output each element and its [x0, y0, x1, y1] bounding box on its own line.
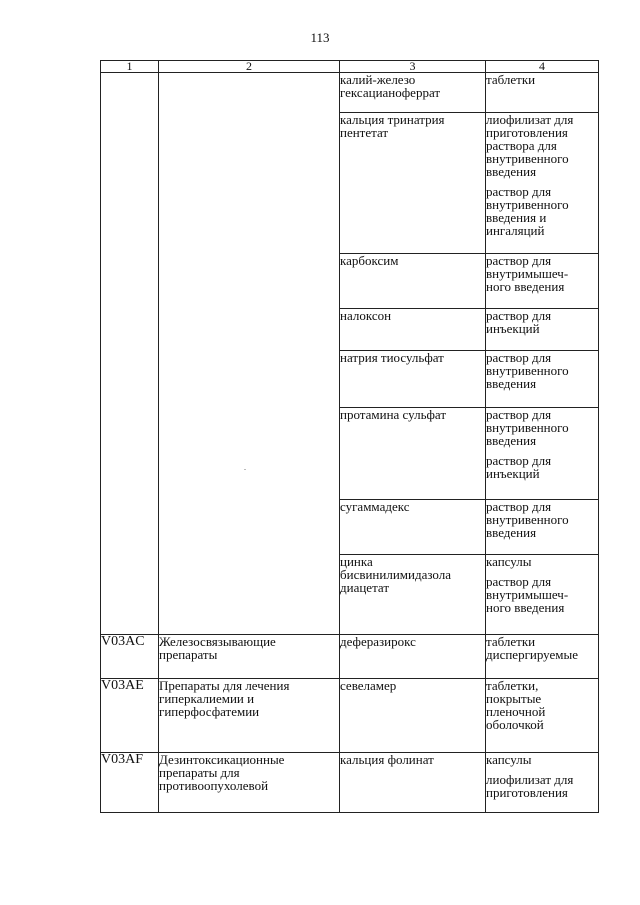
- drug-name-cell: [340, 73, 486, 113]
- dosage-form: [486, 454, 598, 480]
- dosage-form-line: лиофилизат для: [486, 772, 574, 787]
- dosage-form-line: введения и: [486, 210, 547, 225]
- drug-name-line: протамина сульфат: [340, 407, 447, 422]
- dosage-form-line: таблетки,: [486, 678, 539, 693]
- dosage-form-line: внутримышеч-: [486, 587, 569, 602]
- dosage-form-line: раствор для: [486, 499, 552, 514]
- dosage-form-line: ного введения: [486, 279, 565, 294]
- dosage-form-cell: [486, 753, 599, 813]
- atc-code-cell: V03AE: [101, 679, 159, 753]
- dosage-form-line: инъекций: [486, 466, 540, 481]
- group-name-cell: [159, 73, 340, 635]
- drug-name-line: кальция фолинат: [340, 752, 434, 767]
- dosage-form-line: раствора для: [486, 138, 557, 153]
- dosage-form-line: внутривенного: [486, 197, 569, 212]
- table-row: [101, 635, 599, 679]
- drug-name-line: пентетат: [340, 125, 389, 140]
- dosage-form-line: пленочной: [486, 704, 546, 719]
- dosage-form: [486, 500, 598, 539]
- dosage-form-line: ного введения: [486, 600, 565, 615]
- drug-name-line: цинка: [340, 554, 373, 569]
- dosage-form-line: капсулы: [486, 752, 532, 767]
- dosage-form-line: введения: [486, 433, 537, 448]
- dosage-form-cell: [486, 309, 599, 351]
- dosage-form-line: приготовления: [486, 785, 568, 800]
- column-number-3: 3: [340, 61, 486, 73]
- dosage-form-cell: [486, 254, 599, 309]
- dosage-form-line: диспергируемые: [486, 647, 579, 662]
- drug-name-cell: [340, 351, 486, 408]
- group-name-cell: [159, 635, 340, 679]
- page-number: 113: [310, 30, 330, 45]
- dosage-form-line: раствор для: [486, 574, 552, 589]
- group-name-line: Дезинтоксикационные: [159, 752, 285, 767]
- group-name-line: гиперфосфатемии: [159, 704, 260, 719]
- atc-code-cell: V03AC: [101, 635, 159, 679]
- dosage-form: [486, 408, 598, 447]
- group-name-line: препараты для: [159, 765, 240, 780]
- drug-name-line: натрия тиосульфат: [340, 350, 444, 365]
- dosage-form: [486, 309, 598, 335]
- dosage-form-line: внутривенного: [486, 512, 569, 527]
- dosage-form-cell: [486, 635, 599, 679]
- table-row: [101, 753, 599, 813]
- dosage-form-line: инъекций: [486, 321, 540, 336]
- dosage-form-line: внутривенного: [486, 363, 569, 378]
- table-header-row: [101, 61, 599, 73]
- atc-code-cell: [101, 73, 159, 635]
- dosage-form-cell: [486, 408, 599, 500]
- scan-speck: [244, 469, 246, 470]
- drug-name-cell: [340, 408, 486, 500]
- drug-name-cell: [340, 555, 486, 635]
- dosage-form-line: введения: [486, 164, 537, 179]
- dosage-form: [486, 73, 598, 86]
- column-number-2: 2: [159, 61, 340, 73]
- drug-name-line: деферазирокс: [340, 634, 416, 649]
- dosage-form-line: таблетки: [486, 634, 536, 649]
- dosage-form: [486, 351, 598, 390]
- drug-name-cell: [340, 113, 486, 254]
- dosage-form-line: внутримышеч-: [486, 266, 569, 281]
- drug-name-line: кальция тринатрия: [340, 112, 445, 127]
- dosage-form: [486, 635, 598, 661]
- dosage-form-cell: [486, 679, 599, 753]
- dosage-form: [486, 113, 598, 178]
- drug-name-cell: [340, 635, 486, 679]
- table-row: [101, 679, 599, 753]
- group-name-cell: [159, 753, 340, 813]
- column-number-1: 1: [101, 61, 159, 73]
- dosage-form-line: раствор для: [486, 453, 552, 468]
- dosage-form-line: раствор для: [486, 253, 552, 268]
- dosage-form-line: внутривенного: [486, 420, 569, 435]
- dosage-form: [486, 185, 598, 237]
- group-name-line: противоопухолевой: [159, 778, 269, 793]
- dosage-form-line: лиофилизат для: [486, 112, 574, 127]
- dosage-form-cell: [486, 73, 599, 113]
- dosage-form-cell: [486, 351, 599, 408]
- drug-name-line: сугаммадекс: [340, 499, 410, 514]
- drug-name-cell: [340, 309, 486, 351]
- dosage-form-line: раствор для: [486, 350, 552, 365]
- dosage-form-line: введения: [486, 376, 537, 391]
- group-name-cell: [159, 679, 340, 753]
- dosage-form-line: покрытые: [486, 691, 542, 706]
- drug-name-line: бисвинилимидазола: [340, 567, 452, 582]
- dosage-form-line: раствор для: [486, 407, 552, 422]
- dosage-form: [486, 679, 598, 731]
- drug-name-line: калий-железо: [340, 72, 416, 87]
- drug-name-cell: [340, 753, 486, 813]
- drug-name-line: карбоксим: [340, 253, 399, 268]
- drug-name-line: севеламер: [340, 678, 397, 693]
- group-name-line: гиперкалиемии и: [159, 691, 255, 706]
- group-name-line: Препараты для лечения: [159, 678, 290, 693]
- column-number-4: 4: [486, 61, 599, 73]
- dosage-form: [486, 555, 598, 568]
- drug-name-cell: [340, 679, 486, 753]
- dosage-form-line: раствор для: [486, 308, 552, 323]
- table-row: [101, 73, 599, 113]
- dosage-form: [486, 753, 598, 766]
- dosage-form-cell: [486, 500, 599, 555]
- atc-code-cell: V03AF: [101, 753, 159, 813]
- dosage-form: [486, 773, 598, 799]
- dosage-form-line: раствор для: [486, 184, 552, 199]
- dosage-form-line: оболочкой: [486, 717, 544, 732]
- dosage-form-line: таблетки: [486, 72, 536, 87]
- drug-name-cell: [340, 254, 486, 309]
- drug-table: [100, 60, 599, 813]
- dosage-form-line: капсулы: [486, 554, 532, 569]
- dosage-form-line: приготовления: [486, 125, 568, 140]
- dosage-form-line: внутривенного: [486, 151, 569, 166]
- dosage-form-line: введения: [486, 525, 537, 540]
- drug-name-line: налоксон: [340, 308, 392, 323]
- dosage-form: [486, 254, 598, 293]
- group-name-line: препараты: [159, 647, 218, 662]
- dosage-form: [486, 575, 598, 614]
- drug-name-line: гексацианоферрат: [340, 85, 441, 100]
- drug-name-cell: [340, 500, 486, 555]
- dosage-form-line: ингаляций: [486, 223, 545, 238]
- dosage-form-cell: [486, 555, 599, 635]
- group-name-line: Железосвязывающие: [159, 634, 276, 649]
- dosage-form-cell: [486, 113, 599, 254]
- drug-name-line: диацетат: [340, 580, 390, 595]
